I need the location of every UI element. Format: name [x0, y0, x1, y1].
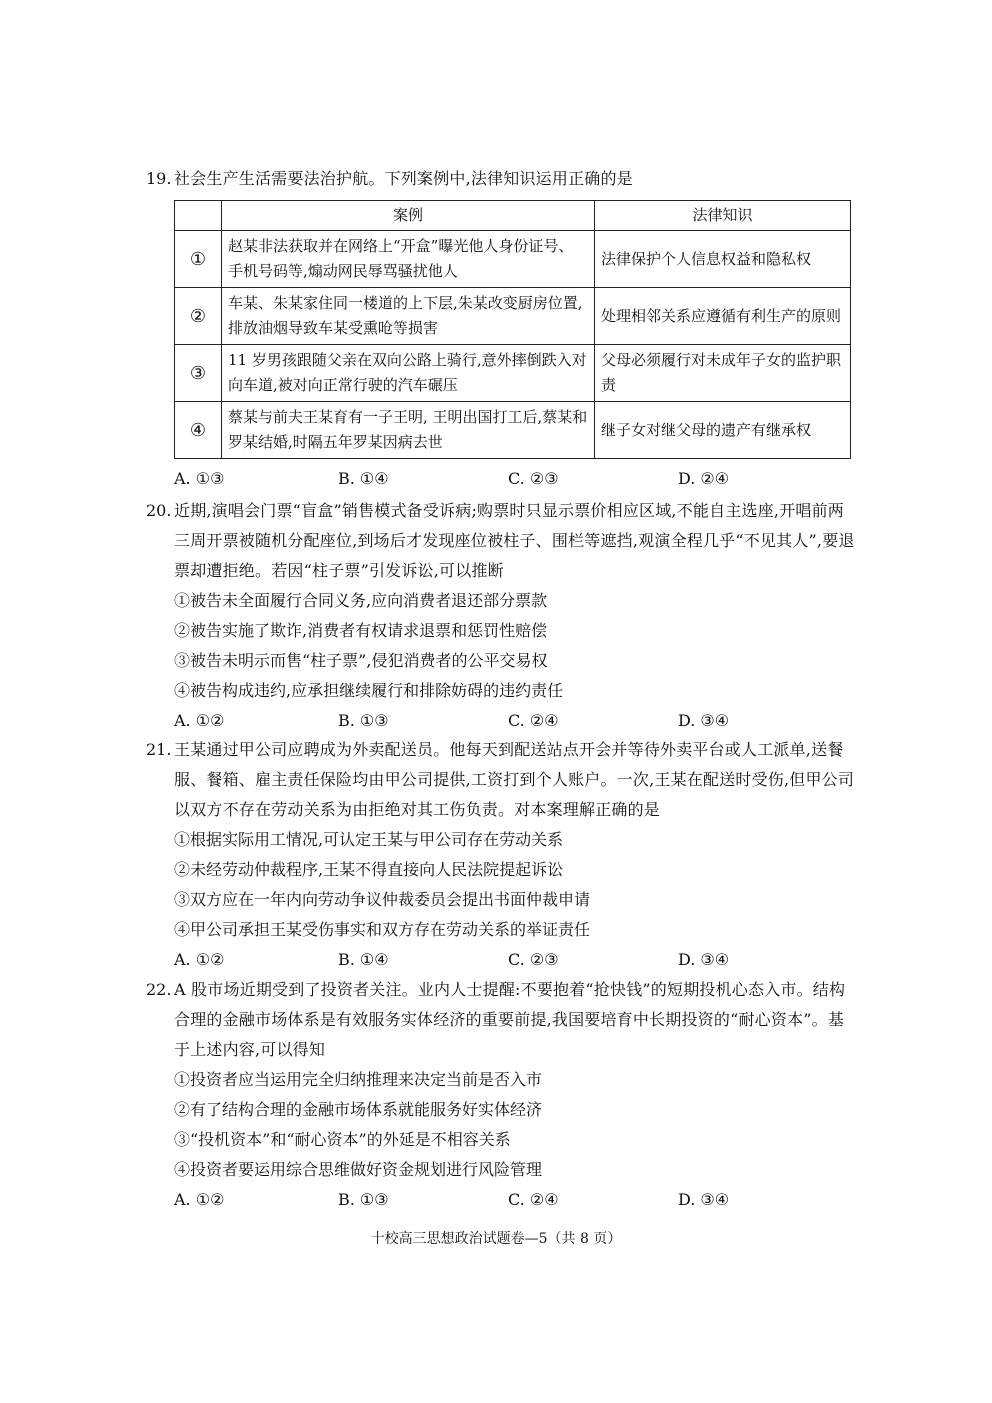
statement-item: ①投资者应当运用完全归纳推理来决定当前是否入市 — [174, 1070, 543, 1089]
option-b[interactable]: B. ①③ — [338, 711, 389, 730]
table-header-case: 案例 — [222, 201, 595, 231]
option-d[interactable]: D. ②④ — [678, 469, 730, 488]
law-case-table — [174, 200, 851, 459]
statement-item: ④投资者要运用综合思维做好资金规划进行风险管理 — [174, 1160, 543, 1179]
page-footer: 十校高三思想政治试题卷—5（共 8 页） — [370, 1231, 622, 1247]
statement-item: ①根据实际用工情况,可认定王某与甲公司存在劳动关系 — [174, 830, 564, 849]
law-cell: 父母必须履行对未成年子女的监护职责 — [595, 345, 851, 402]
question-number: 21. — [146, 740, 172, 759]
statement-item: ②有了结构合理的金融市场体系就能服务好实体经济 — [174, 1100, 543, 1119]
law-cell: 继子女对继父母的遗产有继承权 — [595, 402, 851, 459]
row-number: ② — [175, 288, 222, 345]
statement-item: ②未经劳动仲裁程序,王某不得直接向人民法院提起诉讼 — [174, 860, 564, 879]
statement-item: ②被告实施了欺诈,消费者有权请求退票和惩罚性赔偿 — [174, 621, 548, 640]
row-number: ④ — [175, 402, 222, 459]
statement-item: ③被告未明示而售“柱子票”,侵犯消费者的公平交易权 — [174, 651, 548, 670]
case-cell: 赵某非法获取并在网络上“开盒”曝光他人身份证号、手机号码等,煽动网民辱骂骚扰他人 — [222, 231, 595, 288]
statement-item: ①被告未全面履行合同义务,应向消费者退还部分票款 — [174, 591, 548, 610]
option-b[interactable]: B. ①③ — [338, 1190, 389, 1209]
option-c[interactable]: C. ②③ — [508, 950, 559, 969]
option-a[interactable]: A. ①② — [174, 711, 225, 730]
table-header-row — [175, 201, 851, 231]
option-c[interactable]: C. ②③ — [508, 469, 559, 488]
question-number: 19. — [146, 169, 172, 188]
law-cell: 处理相邻关系应遵循有利生产的原则 — [595, 288, 851, 345]
table-row — [175, 288, 851, 345]
option-b[interactable]: B. ①④ — [338, 950, 389, 969]
option-b[interactable]: B. ①④ — [338, 469, 389, 488]
case-cell: 车某、朱某家住同一楼道的上下层,朱某改变厨房位置,排放油烟导致车某受熏呛等损害 — [222, 288, 595, 345]
table-header-law: 法律知识 — [595, 201, 851, 231]
question-19 — [146, 164, 858, 194]
statement-item: ③双方应在一年内向劳动争议仲裁委员会提出书面仲裁申请 — [174, 890, 591, 909]
table-row — [175, 231, 851, 288]
question-stem: 王某通过甲公司应聘成为外卖配送员。他每天到配送站点开会并等待外卖平台或人工派单,送餐服、餐箱、雇主责任保险均由甲公司提供,工资打到个人账户。一次,王某在配送时受伤,但甲公司以双方不存在劳动关系为由拒绝对其工伤负责。对本案理解正确的是 — [174, 740, 855, 819]
question-stem: 社会生产生活需要法治护航。下列案例中,法律知识运用正确的是 — [174, 169, 633, 188]
option-a[interactable]: A. ①② — [174, 1190, 225, 1209]
question-22 — [146, 975, 858, 1215]
question-number: 22. — [146, 980, 172, 999]
case-cell: 蔡某与前夫王某育有一子王明, 王明出国打工后,蔡某和罗某结婚,时隔五年罗某因病去世 — [222, 402, 595, 459]
question-21 — [146, 735, 858, 975]
question-number: 20. — [146, 501, 172, 520]
question-20 — [146, 496, 858, 736]
option-d[interactable]: D. ③④ — [678, 950, 730, 969]
option-d[interactable]: D. ③④ — [678, 711, 730, 730]
question-19-options — [146, 464, 858, 494]
statement-item: ③“投机资本”和“耐心资本”的外延是不相容关系 — [174, 1130, 511, 1149]
statement-item: ④甲公司承担王某受伤事实和双方存在劳动关系的举证责任 — [174, 920, 591, 939]
row-number: ③ — [175, 345, 222, 402]
statement-item: ④被告构成违约,应承担继续履行和排除妨碍的违约责任 — [174, 681, 564, 700]
option-c[interactable]: C. ②④ — [508, 711, 559, 730]
table-header-blank — [175, 201, 222, 231]
row-number: ① — [175, 231, 222, 288]
option-a[interactable]: A. ①③ — [174, 469, 225, 488]
option-a[interactable]: A. ①② — [174, 950, 225, 969]
table-row — [175, 402, 851, 459]
option-d[interactable]: D. ③④ — [678, 1190, 730, 1209]
table-row — [175, 345, 851, 402]
option-c[interactable]: C. ②④ — [508, 1190, 559, 1209]
law-cell: 法律保护个人信息权益和隐私权 — [595, 231, 851, 288]
question-stem: 近期,演唱会门票“盲盒”销售模式备受诉病;购票时只显示票价相应区域,不能自主选座,开唱前两三周开票被随机分配座位,到场后才发现座位被柱子、围栏等遮挡,观演全程几乎“不见其人”,要退票却遭拒绝。若因“柱子票”引发诉讼,可以推断 — [174, 501, 855, 580]
case-cell: 11 岁男孩跟随父亲在双向公路上骑行,意外摔倒跌入对向车道,被对向正常行驶的汽车碾压 — [222, 345, 595, 402]
question-stem: A 股市场近期受到了投资者关注。业内人士提醒:不要抱着“抢快钱”的短期投机心态入市。结构合理的金融市场体系是有效服务实体经济的重要前提,我国要培育中长期投资的“耐心资本”。基于上述内容,可以得知 — [174, 980, 846, 1059]
